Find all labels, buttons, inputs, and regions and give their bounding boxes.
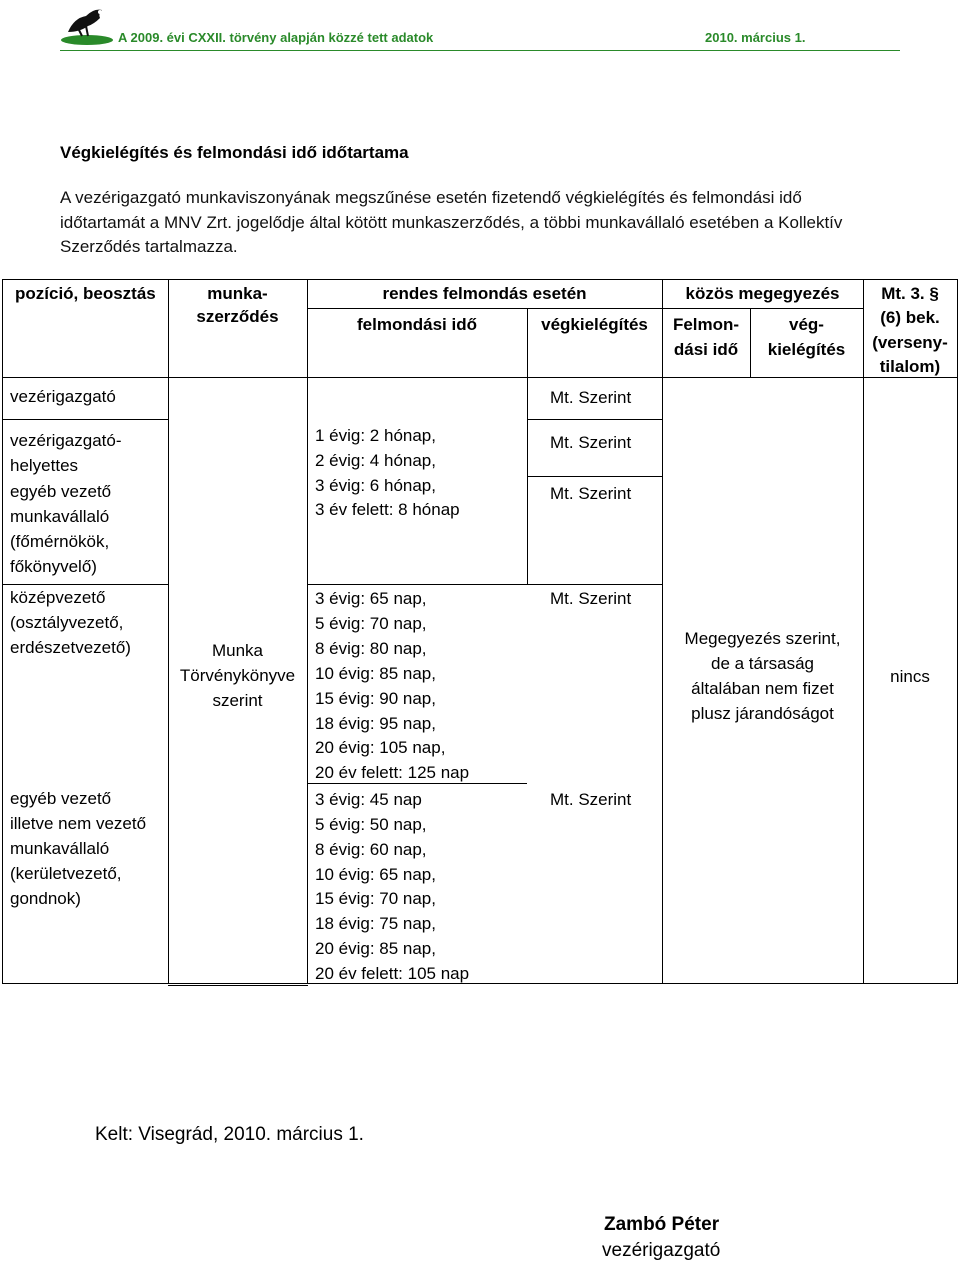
notice-mid-item: 15 évig: 90 nap, xyxy=(315,689,436,708)
mutual-text-line: de a társaság xyxy=(710,654,814,673)
notice-mid-item: 20 év felett: 125 nap xyxy=(315,763,470,782)
severance-low: Mt. Szerint xyxy=(550,790,632,809)
header-mutual-notice-line2: dási idő xyxy=(673,340,739,359)
document-intro: A vezérigazgató munkaviszonyának megszűnése esetén fizetendő végkielégítés és felmondási idő időtartamát a MNV Zrt. jogelődje által kötött munkaszerződés, a többi munkavállaló esetében a Kollektív Szerződés tartalmazza. xyxy=(60,188,843,256)
position-low-line4: (kerületvezető, xyxy=(10,864,122,883)
notice-mid-item: 18 évig: 95 nap, xyxy=(315,714,436,733)
notice-low-item: 20 év felett: 105 nap xyxy=(315,964,470,983)
notice-exec-item: 2 évig: 4 hónap, xyxy=(315,451,436,470)
position-other-line4: főkönyvelő) xyxy=(10,557,97,576)
header-noncompete-line3: (verseny- xyxy=(872,333,948,352)
header-notice-period: felmondási idő xyxy=(357,315,477,334)
notice-low-item: 8 évig: 60 nap, xyxy=(315,840,427,859)
header-mutual-severance-line2: kielégítés xyxy=(767,340,846,359)
header-mutual-agreement: közös megegyezés xyxy=(685,284,840,303)
position-other-line3: (főmérnökök, xyxy=(10,532,110,551)
mutual-text-line: plusz járandóságot xyxy=(691,704,834,723)
contract-line1: Munka xyxy=(211,641,264,660)
position-mid-line3: erdészetvezető) xyxy=(10,638,131,657)
position-other-line2: munkavállaló xyxy=(10,507,110,526)
notice-low-item: 18 évig: 75 nap, xyxy=(315,914,436,933)
header-contract-line1: munka- xyxy=(207,284,268,303)
position-deputy-line1: vezérigazgató- xyxy=(10,431,122,450)
header-position: pozíció, beosztás xyxy=(15,284,156,303)
position-other-line1: egyéb vezető xyxy=(10,482,112,501)
header-contract-line2: szerződés xyxy=(196,307,279,326)
bird-logo-icon xyxy=(60,2,114,46)
signer-title: vezérigazgató xyxy=(602,1240,721,1261)
severance-other: Mt. Szerint xyxy=(550,484,632,503)
notice-low-item: 20 évig: 85 nap, xyxy=(315,939,436,958)
notice-low-item: 15 évig: 70 nap, xyxy=(315,889,436,908)
notice-mid-item: 3 évig: 65 nap, xyxy=(315,589,427,608)
severance-ceo: Mt. Szerint xyxy=(550,388,632,407)
header-mutual-severance-line1: vég- xyxy=(789,315,824,334)
position-ceo: vezérigazgató xyxy=(10,387,116,406)
severance-mid: Mt. Szerint xyxy=(550,589,632,608)
notice-exec-item: 3 év felett: 8 hónap xyxy=(315,500,460,519)
position-deputy-line2: helyettes xyxy=(10,456,79,475)
notice-low-item: 10 évig: 65 nap, xyxy=(315,865,436,884)
notice-low-item: 3 évig: 45 nap xyxy=(315,790,422,809)
notice-mid-item: 5 évig: 70 nap, xyxy=(315,614,427,633)
header-noncompete-line1: Mt. 3. § xyxy=(881,284,939,303)
header-severance: végkielégítés xyxy=(541,315,648,334)
position-low-line3: munkavállaló xyxy=(10,839,110,858)
mutual-text-line: általában nem fizet xyxy=(691,679,834,698)
header-mutual-notice-line1: Felmon- xyxy=(672,315,740,334)
header-noncompete-line2: (6) bek. xyxy=(880,308,940,327)
header-regular-termination: rendes felmondás esetén xyxy=(382,284,587,303)
mutual-text-line: Megegyezés szerint, xyxy=(684,629,841,648)
contract-line2: Törvénykönyve xyxy=(179,666,296,685)
notice-mid-item: 10 évig: 85 nap, xyxy=(315,664,436,683)
header-date: 2010. március 1. xyxy=(705,30,806,45)
noncompete-value: nincs xyxy=(890,667,930,686)
contract-line3: szerint xyxy=(212,691,263,710)
header-noncompete-line4: tilalom) xyxy=(879,357,941,376)
notice-exec-item: 1 évig: 2 hónap, xyxy=(315,426,436,445)
position-mid-line1: középvezető xyxy=(10,588,106,607)
position-low-line1: egyéb vezető xyxy=(10,789,112,808)
document-title: Végkielégítés és felmondási idő időtartama xyxy=(60,143,409,162)
position-low-line5: gondnok) xyxy=(10,889,81,908)
notice-mid-item: 8 évig: 80 nap, xyxy=(315,639,427,658)
notice-exec-item: 3 évig: 6 hónap, xyxy=(315,476,436,495)
notice-low-item: 5 évig: 50 nap, xyxy=(315,815,427,834)
severance-deputy: Mt. Szerint xyxy=(550,433,632,452)
place-date: Kelt: Visegrád, 2010. március 1. xyxy=(95,1124,364,1145)
header-title: A 2009. évi CXXII. törvény alapján közzé tett adatok xyxy=(118,30,434,45)
position-mid-line2: (osztályvezető, xyxy=(10,613,124,632)
position-low-line2: illetve nem vezető xyxy=(10,814,147,833)
signer-name: Zambó Péter xyxy=(604,1214,720,1235)
notice-mid-item: 20 évig: 105 nap, xyxy=(315,738,446,757)
header-divider xyxy=(60,50,900,51)
